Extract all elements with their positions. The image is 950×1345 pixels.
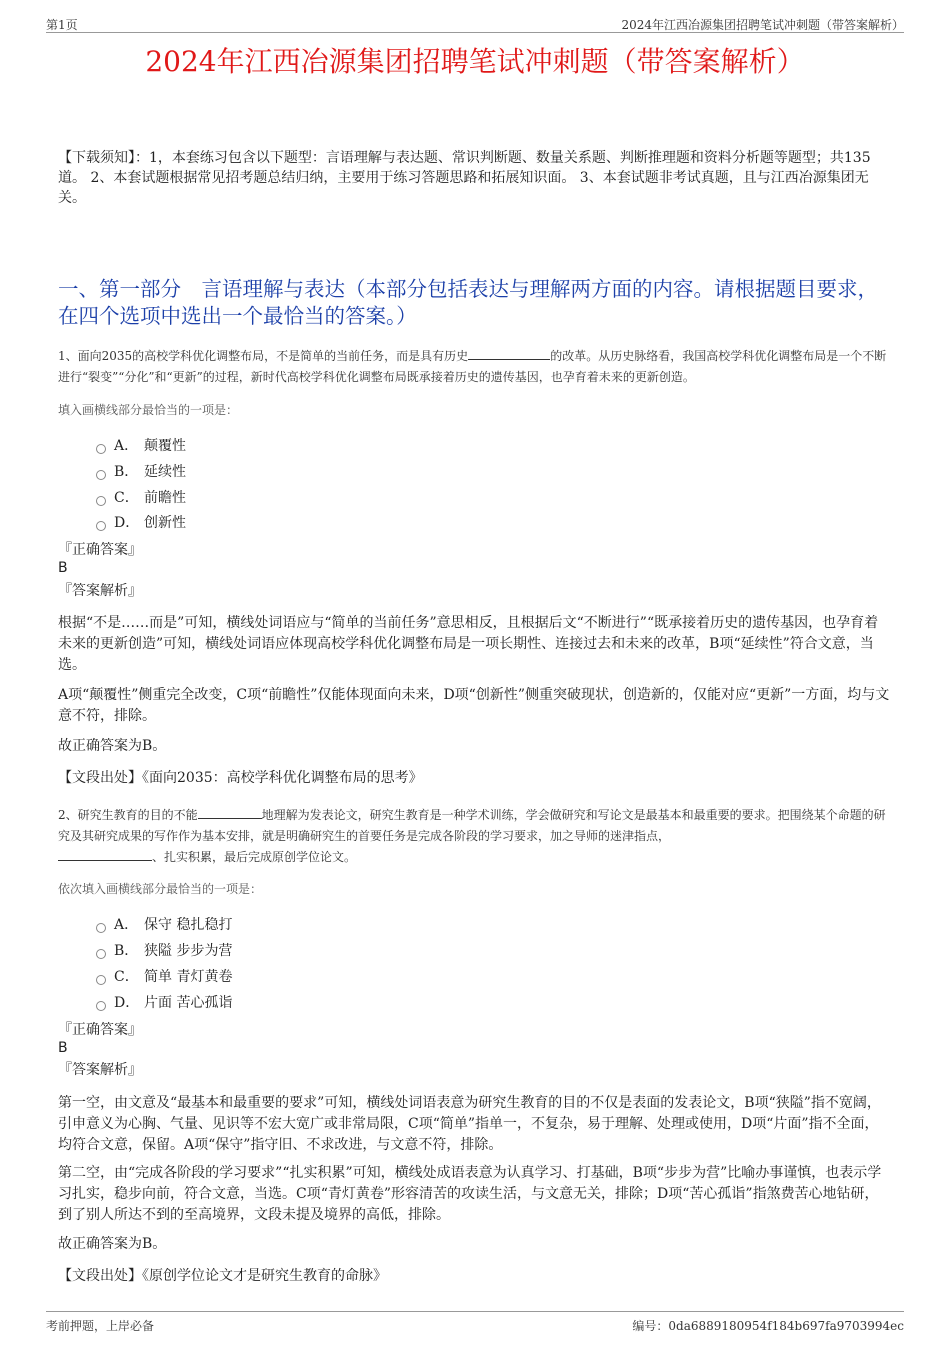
option-text: 颠覆性 — [144, 438, 186, 454]
option-key: B． — [114, 464, 139, 480]
question-1-option-c[interactable] — [96, 488, 186, 508]
page-header — [46, 12, 904, 33]
question-1-analysis-1: 根据“不是……而是”可知，横线处词语应与“简单的当前任务”意思相反，且根据后文“不断进行”“既承接着历史的遗传基因，也孕育着未来的更新创造”可知，横线处词语应体现高校学科优化调整布局是一项长期性、连接过去和未来的改革，B项“延续性”符合文意，当选。 — [58, 615, 879, 673]
question-1-stem — [58, 346, 892, 388]
radio-icon[interactable] — [96, 923, 106, 933]
question-2-prompt: 依次填入画横线部分最恰当的一项是： — [58, 882, 263, 896]
question-2-option-c[interactable] — [96, 967, 232, 987]
page-title: 2024年江西冶源集团招聘笔试冲刺题（带答案解析） — [145, 45, 805, 78]
option-text: 狭隘 步步为营 — [144, 943, 233, 959]
answer-blank — [468, 347, 550, 360]
footer-slogan: 考前押题，上岸必备 — [46, 1319, 155, 1333]
option-text: 片面 苦心孤诣 — [144, 995, 233, 1011]
correct-answer-label: 『正确答案』 — [58, 1022, 142, 1038]
analysis-label: 『答案解析』 — [58, 583, 142, 599]
question-2-analysis-2: 第二空，由“完成各阶段的学习要求”“扎实积累”可知，横线处成语表意为认真学习、打基础，B项“步步为营”比喻办事谨慎，也表示学习扎实，稳步向前，符合文意，当选。C项“青灯黄卷”形容清苦的攻读生活，与文意无关，排除；D项“苦心孤诣”指煞费苦心地钻研，到了别人所达不到的至高境界，文段未提及境界的高低，排除。 — [58, 1165, 882, 1223]
question-2-stem-part2: 地理解为发表论文，研究生教育是一种学术训练，学会做研究和写论文是最基本和最重要的要求。把围绕某个命题的研究及其研究成果的写作作为基本安排，就是明确研究生的首要任务是完成各阶段的学习要求，加之导师的迷津指点， — [58, 808, 886, 843]
question-1-prompt: 填入画横线部分最恰当的一项是： — [58, 403, 239, 417]
option-key: C． — [114, 490, 139, 506]
radio-icon[interactable] — [96, 521, 106, 531]
radio-icon[interactable] — [96, 975, 106, 985]
question-1-analysis-2: A项“颠覆性”侧重完全改变，C项“前瞻性”仅能体现面向未来，D项“创新性”侧重突破现状，创造新的，仅能对应“更新”一方面，均与文意不符，排除。 — [58, 687, 890, 724]
section-heading: 一、第一部分 言语理解与表达（本部分包括表达与理解两方面的内容。请根据题目要求，在四个选项中选出一个最恰当的答案。） — [58, 277, 878, 328]
question-1-analysis-3: 故正确答案为B。 — [58, 738, 167, 754]
page-footer — [46, 1311, 904, 1336]
question-1-stem-part2: 的改革。从历史脉络看，我国高校学科优化调整布局是一个不断进行“裂变”“分化”和“更新”的过程，新时代高校学科优化调整布局既承接着历史的遗传基因，也孕育着未来的更新创造。 — [58, 349, 887, 384]
option-text: 简单 青灯黄卷 — [144, 969, 233, 985]
answer-blank — [58, 848, 152, 861]
question-2-option-a[interactable] — [96, 915, 232, 935]
radio-icon[interactable] — [96, 1001, 106, 1011]
correct-answer-label: 『正确答案』 — [58, 542, 142, 558]
option-text: 创新性 — [144, 515, 186, 531]
question-2-stem-part1: 2、研究生教育的目的不能 — [58, 808, 198, 822]
code-label: 编号： — [632, 1319, 669, 1333]
radio-icon[interactable] — [96, 470, 106, 480]
question-2-analysis-3: 故正确答案为B。 — [58, 1236, 167, 1252]
code-value: 0da6889180954f184b697fa9703994ec — [668, 1319, 904, 1333]
answer-blank — [198, 806, 262, 819]
question-2-option-d[interactable] — [96, 993, 232, 1013]
radio-icon[interactable] — [96, 444, 106, 454]
analysis-label: 『答案解析』 — [58, 1062, 142, 1078]
option-key: C． — [114, 969, 139, 985]
question-1-option-d[interactable] — [96, 513, 186, 533]
radio-icon[interactable] — [96, 949, 106, 959]
option-text: 前瞻性 — [144, 490, 186, 506]
option-text: 保守 稳扎稳打 — [144, 917, 233, 933]
question-2-option-b[interactable] — [96, 941, 232, 961]
option-key: D． — [114, 995, 140, 1011]
question-2-stem — [58, 805, 892, 868]
question-1-answer: B — [58, 560, 68, 576]
option-key: A． — [114, 917, 139, 933]
radio-icon[interactable] — [96, 496, 106, 506]
download-notice: 【下载须知】：1，本套练习包含以下题型：言语理解与表达题、常识判断题、数量关系题、判断推理题和资料分析题等题型；共135道。 2、本套试题根据常见招考题总结归纳，主要用于练习答题思路和拓展知识面。 3、本套试题非考试真题，且与江西冶源集团无关。 — [58, 150, 871, 206]
question-1-option-b[interactable] — [96, 462, 186, 482]
question-2-answer: B — [58, 1040, 68, 1056]
question-2-analysis-1: 第一空，由文意及“最基本和最重要的要求”可知，横线处词语表意为研究生教育的目的不仅是表面的发表论文，B项“狭隘”指不宽阔，引申意义为心胸、气量、见识等不宏大宽广或非常局限，C项“简单”指单一，不复杂，易于理解、处理或使用，D项“片面”指不全面，均符合文意，保留。A项“保守”指守旧、不求改进，与文意不符，排除。 — [58, 1095, 881, 1153]
question-1-option-a[interactable] — [96, 436, 186, 456]
question-1-stem-part1: 1、面向2035的高校学科优化调整布局，不是简单的当前任务，而是具有历史 — [58, 349, 469, 363]
header-doc-title: 2024年江西冶源集团招聘笔试冲刺题（带答案解析） — [621, 18, 904, 32]
option-key: B． — [114, 943, 139, 959]
question-2-stem-part3: 、扎实积累，最后完成原创学位论文。 — [152, 850, 357, 864]
option-key: D． — [114, 515, 140, 531]
option-key: A． — [114, 438, 139, 454]
question-1-source: 【文段出处】《面向2035：高校学科优化调整布局的思考》 — [58, 770, 423, 786]
page-number: 第1页 — [46, 18, 78, 32]
option-text: 延续性 — [144, 464, 186, 480]
question-2-source: 【文段出处】《原创学位论文才是研究生教育的命脉》 — [58, 1268, 387, 1284]
document-code — [632, 1317, 904, 1334]
